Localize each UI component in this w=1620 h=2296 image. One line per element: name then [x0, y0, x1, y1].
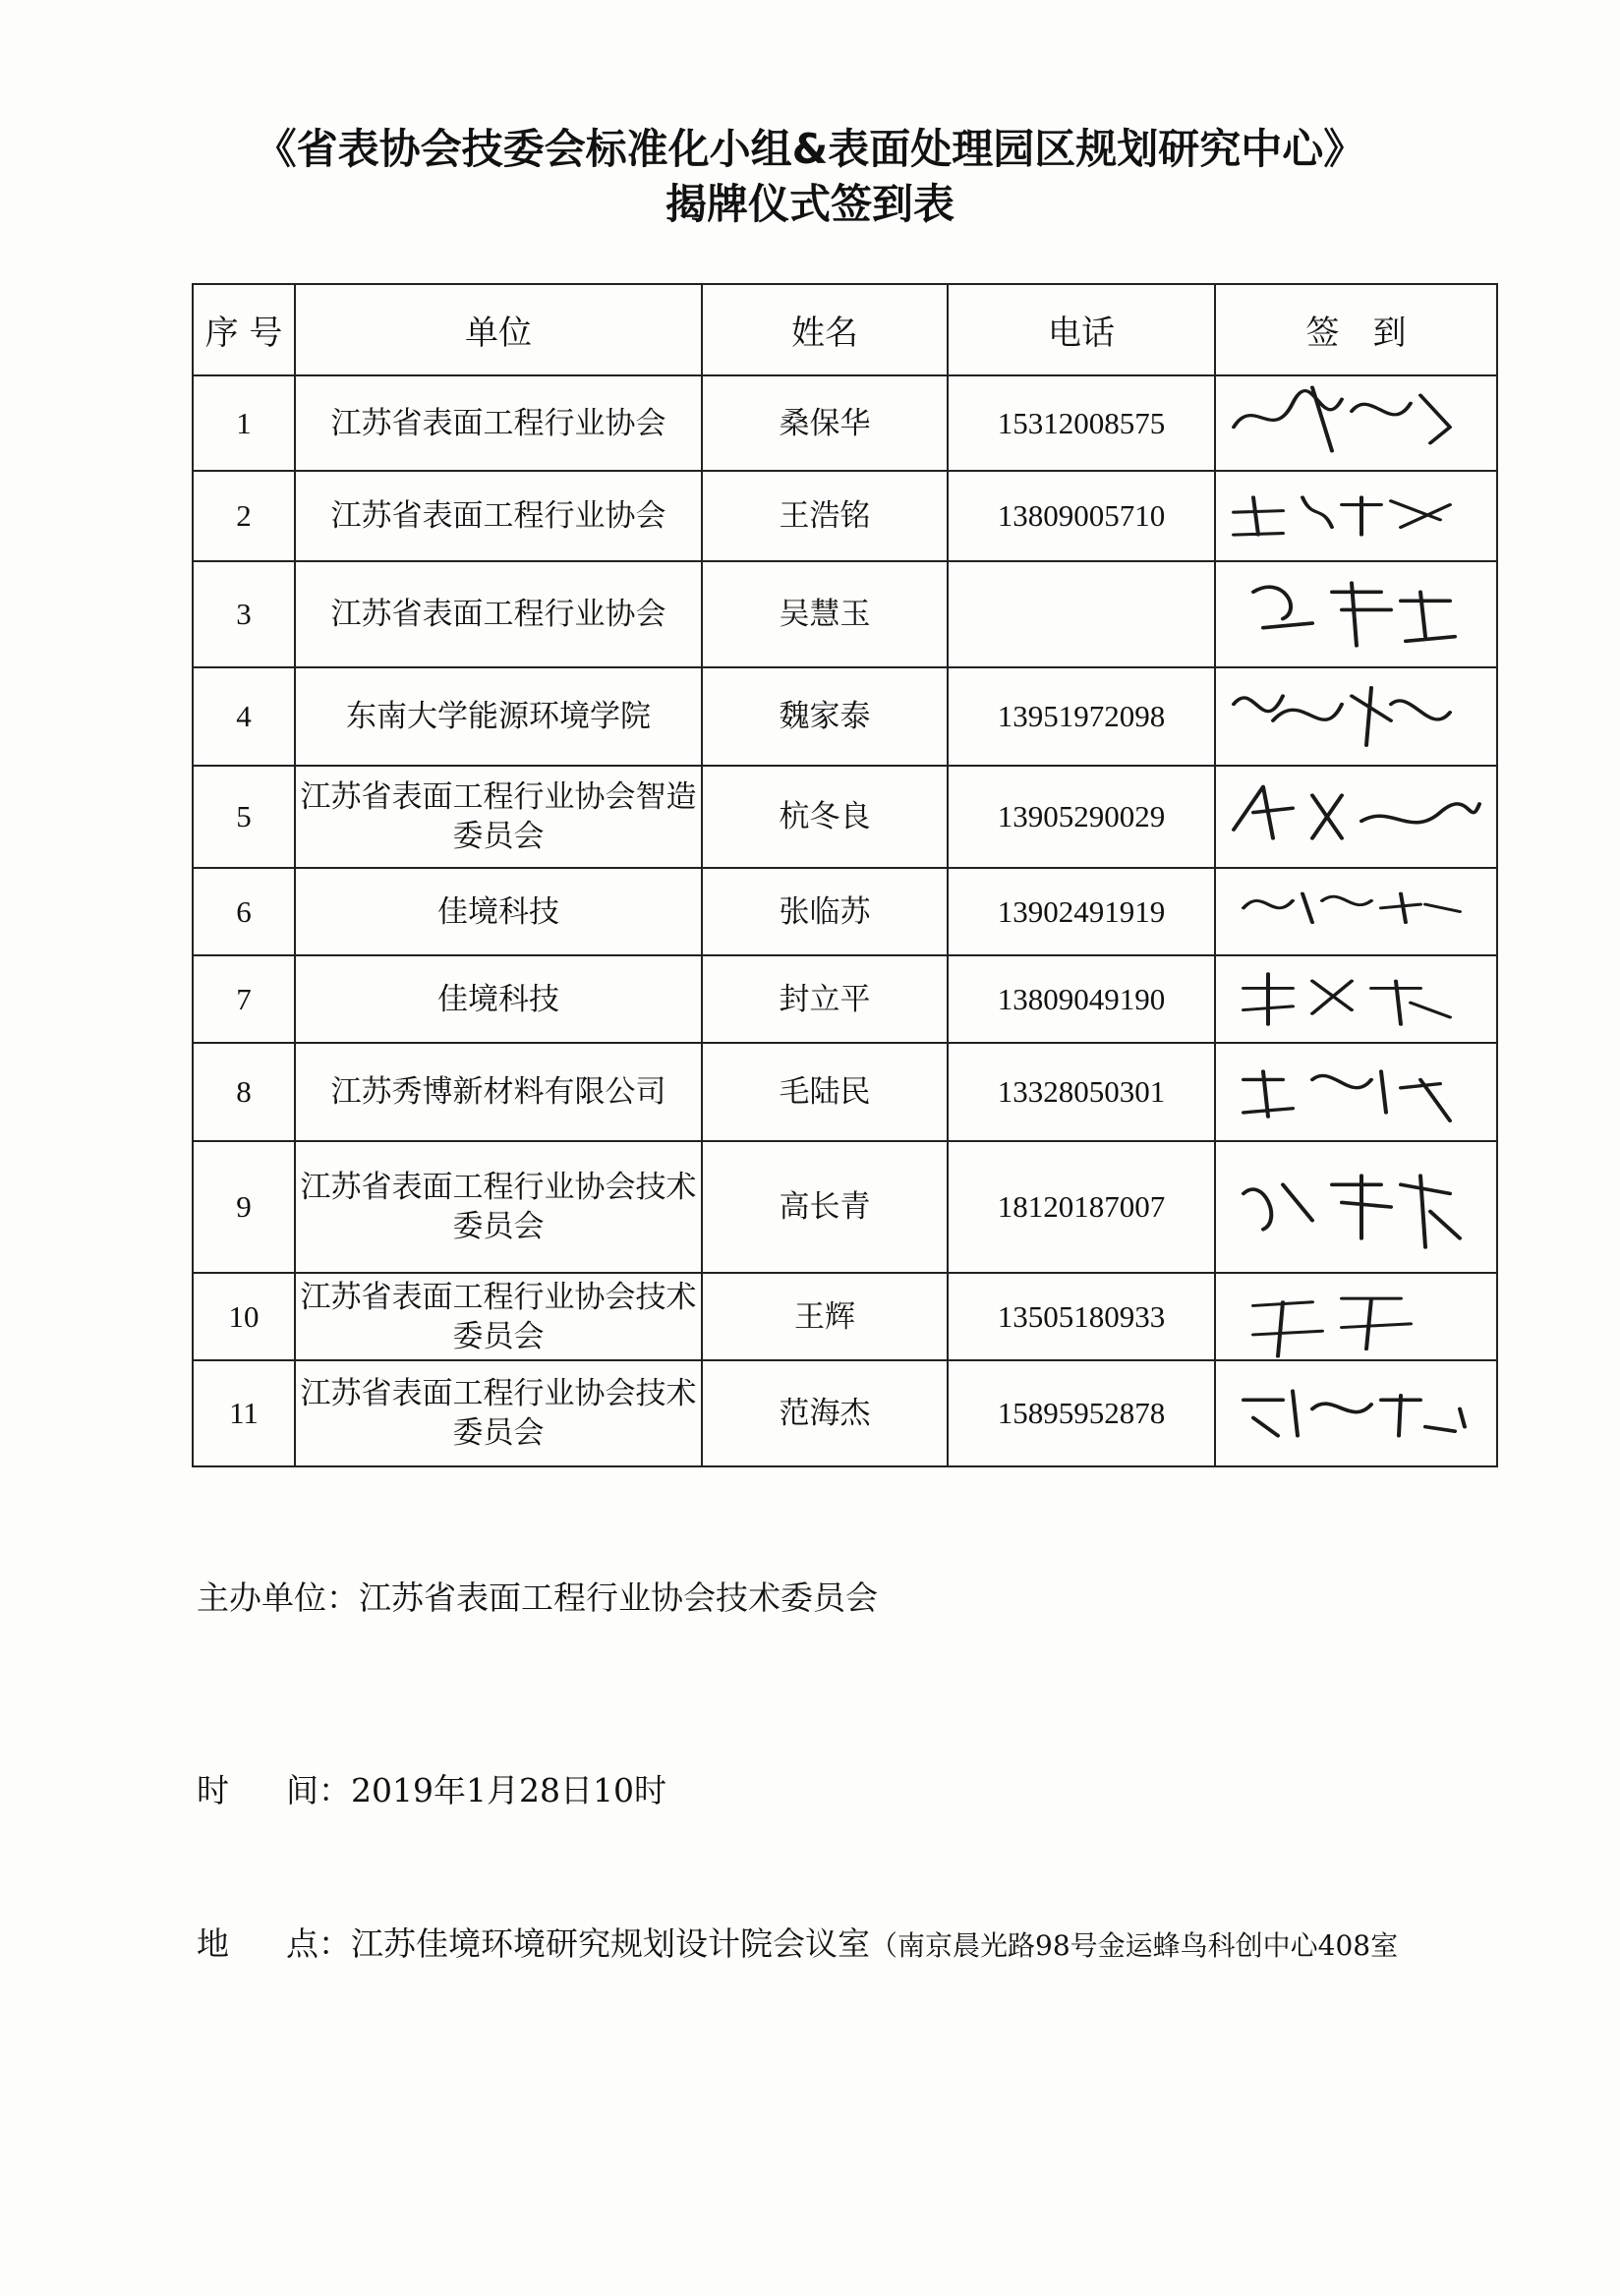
- row-unit: 江苏省表面工程行业协会: [295, 471, 702, 561]
- row-unit: 江苏秀博新材料有限公司: [295, 1043, 702, 1141]
- handwritten-signature: [1224, 565, 1489, 663]
- row-name: 范海杰: [702, 1360, 948, 1466]
- host-line: [197, 1573, 878, 1619]
- row-seq: 4: [193, 667, 295, 766]
- row-unit: 江苏省表面工程行业协会技术委员会: [295, 1273, 702, 1360]
- time-line: [197, 1765, 666, 1811]
- document-title: 《省表协会技委会标准化小组&表面处理园区规划研究中心》: [255, 125, 1365, 173]
- row-seq: 3: [193, 561, 295, 667]
- row-name: 杭冬良: [702, 766, 948, 868]
- row-seq: 11: [193, 1360, 295, 1466]
- row-phone: 13905290029: [948, 766, 1215, 868]
- handwritten-signature: [1224, 1364, 1489, 1463]
- handwritten-signature: [1224, 770, 1489, 864]
- handwritten-signature: [1224, 1277, 1489, 1356]
- row-unit: 佳境科技: [295, 868, 702, 955]
- handwritten-signature: [1224, 872, 1489, 951]
- row-signature: [1215, 1360, 1497, 1466]
- table-row: [193, 471, 1497, 561]
- row-phone: 13809005710: [948, 471, 1215, 561]
- header-seq: 序 号: [193, 284, 295, 375]
- row-phone: [948, 561, 1215, 667]
- place-label: 地点：: [197, 1924, 351, 1963]
- table-row: [193, 868, 1497, 955]
- document-subtitle: 揭牌仪式签到表: [665, 180, 955, 228]
- host-label: 主办单位：: [197, 1578, 359, 1617]
- header-sign: 签 到: [1215, 284, 1497, 375]
- row-unit: 佳境科技: [295, 955, 702, 1043]
- table-row: [193, 1360, 1497, 1466]
- row-signature: [1215, 375, 1497, 471]
- place-value: 江苏佳境环境研究规划设计院会议室: [351, 1924, 870, 1963]
- row-signature: [1215, 1141, 1497, 1273]
- row-phone: 13951972098: [948, 667, 1215, 766]
- header-unit: 单位: [295, 284, 702, 375]
- row-unit: 江苏省表面工程行业协会: [295, 561, 702, 667]
- row-name: 封立平: [702, 955, 948, 1043]
- row-phone: 13809049190: [948, 955, 1215, 1043]
- row-signature: [1215, 868, 1497, 955]
- row-phone: 13328050301: [948, 1043, 1215, 1141]
- row-signature: [1215, 766, 1497, 868]
- table-row: [193, 667, 1497, 766]
- handwritten-signature: [1224, 671, 1489, 762]
- handwritten-signature: [1224, 959, 1489, 1039]
- row-signature: [1215, 955, 1497, 1043]
- table-header-row: [193, 284, 1497, 375]
- table-row: [193, 1043, 1497, 1141]
- table-row: [193, 1141, 1497, 1273]
- header-name: 姓名: [702, 284, 948, 375]
- row-seq: 6: [193, 868, 295, 955]
- row-name: 魏家泰: [702, 667, 948, 766]
- row-signature: [1215, 1273, 1497, 1360]
- row-phone: 13505180933: [948, 1273, 1215, 1360]
- header-phone: 电话: [948, 284, 1215, 375]
- row-name: 高长青: [702, 1141, 948, 1273]
- table-row: [193, 561, 1497, 667]
- row-seq: 7: [193, 955, 295, 1043]
- host-value: 江苏省表面工程行业协会技术委员会: [359, 1578, 878, 1617]
- table-row: [193, 766, 1497, 868]
- row-seq: 9: [193, 1141, 295, 1273]
- row-seq: 2: [193, 471, 295, 561]
- row-seq: 1: [193, 375, 295, 471]
- row-signature: [1215, 561, 1497, 667]
- row-signature: [1215, 1043, 1497, 1141]
- row-name: 毛陆民: [702, 1043, 948, 1141]
- handwritten-signature: [1224, 1047, 1489, 1137]
- table-row: [193, 375, 1497, 471]
- row-phone: 15895952878: [948, 1360, 1215, 1466]
- row-unit: 江苏省表面工程行业协会技术委员会: [295, 1141, 702, 1273]
- time-value: 2019年1月28日10时: [351, 1771, 666, 1809]
- table-row: [193, 955, 1497, 1043]
- table-body: [193, 375, 1497, 1466]
- time-label: 时间：: [197, 1771, 351, 1809]
- row-unit: 江苏省表面工程行业协会智造委员会: [295, 766, 702, 868]
- row-signature: [1215, 667, 1497, 766]
- row-name: 桑保华: [702, 375, 948, 471]
- row-seq: 8: [193, 1043, 295, 1141]
- table-row: [193, 1273, 1497, 1360]
- row-unit: 江苏省表面工程行业协会: [295, 375, 702, 471]
- row-unit: 东南大学能源环境学院: [295, 667, 702, 766]
- row-name: 吴慧玉: [702, 561, 948, 667]
- place-note: （南京晨光路98号金运蜂鸟科创中心408室: [870, 1929, 1399, 1962]
- row-unit: 江苏省表面工程行业协会技术委员会: [295, 1360, 702, 1466]
- handwritten-signature: [1224, 379, 1489, 467]
- row-name: 张临苏: [702, 868, 948, 955]
- handwritten-signature: [1224, 475, 1489, 557]
- row-signature: [1215, 471, 1497, 561]
- handwritten-signature: [1224, 1158, 1489, 1256]
- row-phone: 18120187007: [948, 1141, 1215, 1273]
- row-seq: 5: [193, 766, 295, 868]
- row-name: 王浩铭: [702, 471, 948, 561]
- sign-in-table: [192, 283, 1498, 1467]
- row-name: 王辉: [702, 1273, 948, 1360]
- place-line: [197, 1919, 1398, 1965]
- row-phone: 13902491919: [948, 868, 1215, 955]
- row-phone: 15312008575: [948, 375, 1215, 471]
- row-seq: 10: [193, 1273, 295, 1360]
